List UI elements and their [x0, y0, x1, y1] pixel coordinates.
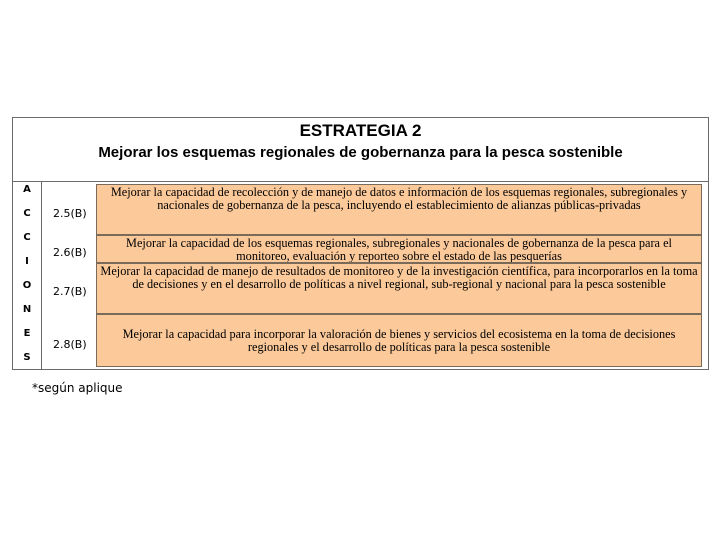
action-row: Mejorar la capacidad para incorporar la valoración de bienes y servicios del ecosistema en la toma de decisiones regionales y el desarrollo de políticas para la pesca sostenible — [96, 314, 702, 367]
action-code: 2.6(B) — [53, 246, 87, 259]
action-code: 2.7(B) — [53, 285, 87, 298]
side-letter: I — [25, 256, 29, 267]
side-letter: A — [23, 184, 31, 195]
strategy-table — [12, 117, 709, 370]
table-header — [13, 118, 708, 182]
action-code: 2.5(B) — [53, 207, 87, 220]
side-letter: S — [23, 352, 31, 363]
strategy-title: ESTRATEGIA 2 — [299, 121, 422, 140]
strategy-subtitle: Mejorar los esquemas regionales de gobernanza para la pesca sostenible — [98, 144, 623, 161]
acciones-vertical-label — [13, 182, 42, 370]
action-code: 2.8(B) — [53, 338, 87, 351]
side-letter: C — [23, 208, 31, 219]
side-letter: N — [22, 304, 32, 315]
side-letter: C — [23, 232, 31, 243]
action-row: Mejorar la capacidad de manejo de resultados de monitoreo y de la investigación científica, para incorporarlos en la toma de decisiones y en el desarrollo de políticas a nivel regional, sub-regional y nacional para la pesca sostenible — [96, 263, 702, 314]
side-letter: O — [22, 280, 32, 291]
footnote: *según aplique — [32, 381, 123, 395]
side-letter: E — [23, 328, 31, 339]
action-row: Mejorar la capacidad de recolección y de manejo de datos e información de los esquemas regionales, subregionales y nacionales de gobernanza de la pesca, incluyendo el establecimiento de alianzas públicas-privadas — [96, 184, 702, 235]
action-row: Mejorar la capacidad de los esquemas regionales, subregionales y nacionales de gobernanza de la pesca para el monitoreo, evaluación y reporteo sobre el estado de las pesquerías — [96, 235, 702, 263]
